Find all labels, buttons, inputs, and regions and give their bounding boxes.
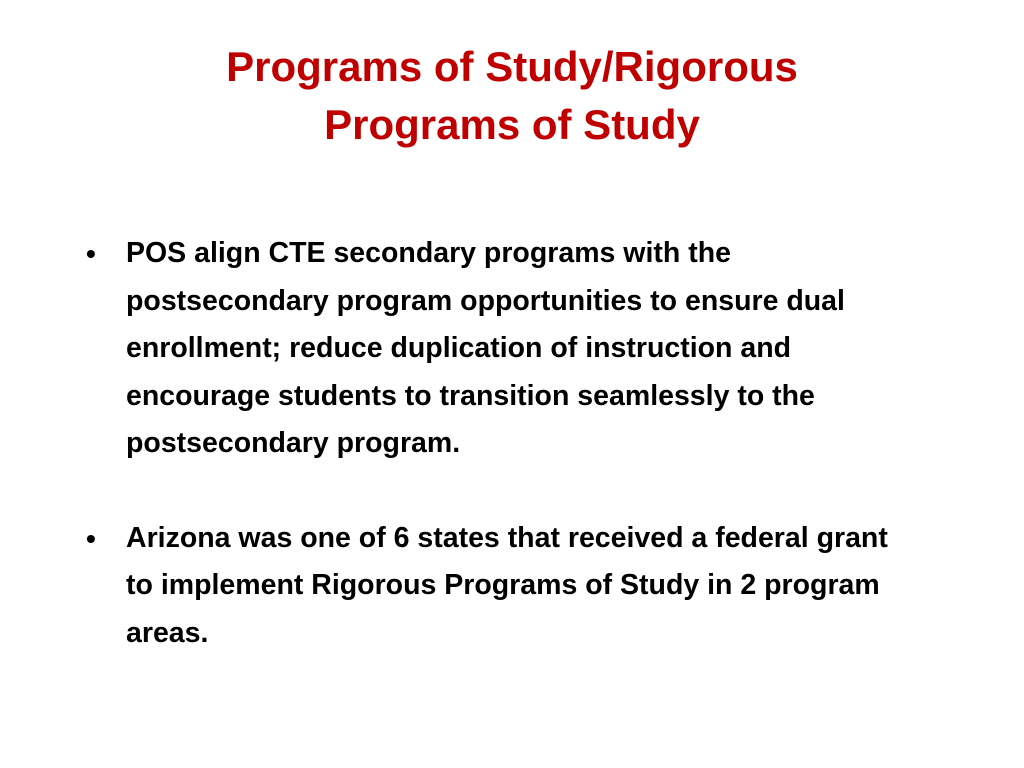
slide-title-line-2: Programs of Study: [324, 101, 700, 148]
bullet-dot-icon: •: [86, 238, 96, 269]
bullet-dot-icon: •: [86, 522, 96, 554]
slide-title-line-1: Programs of Study/Rigorous: [226, 43, 798, 90]
bullet-item-1: [86, 230, 916, 468]
bullet-list: [86, 230, 916, 657]
bullet-text-1: POS align CTE secondary programs with the postsecondary program opportunities to ensure dual enrollment; reduce duplication of instruction and encourage students to transition seamlessly to the postsecondary program.: [126, 237, 845, 459]
bullet-item-2: [86, 515, 916, 658]
slide-title: [60, 38, 964, 154]
bullet-text-2: Arizona was one of 6 states that received a federal grant to implement Rigorous Programs of Study in 2 program areas.: [126, 521, 888, 649]
